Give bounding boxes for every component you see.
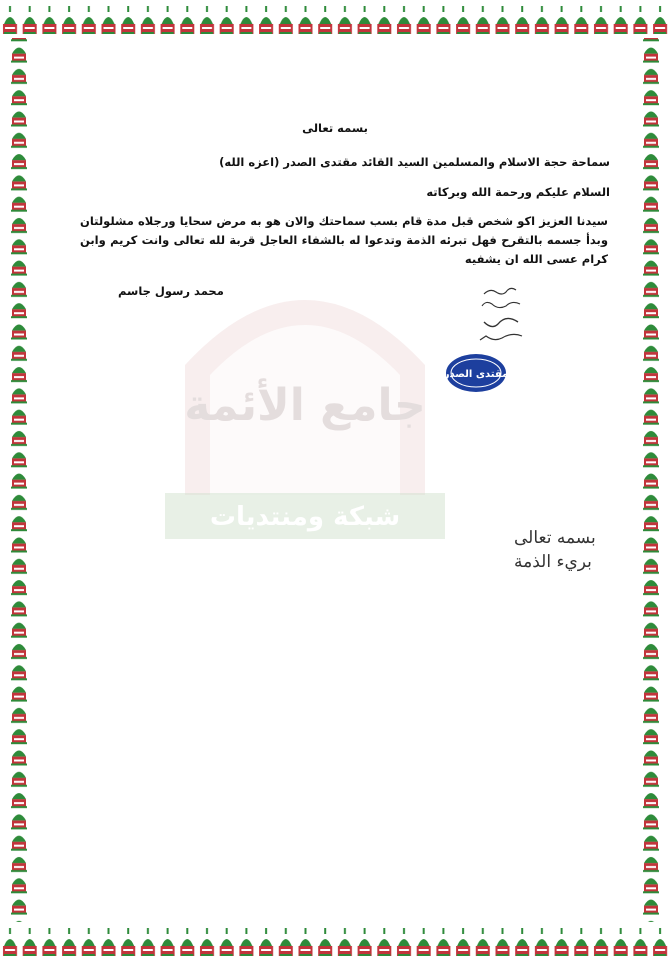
mosque-dome-icon bbox=[632, 0, 670, 960]
letter-greeting: السلام عليكم ورحمة الله وبركاته bbox=[426, 185, 610, 199]
stamp-text: مقتدى الصدر bbox=[444, 369, 508, 380]
letter-paragraph: سيدنا العزيز اكو شخص قبل مدة قام بسب سماحتك والان هو به مرض سحايا ورجلاه مشلولتان وبدأ جسمه بالتقرح فهل تبرئه الذمة وتدعوا له بالشفاء العاجل قربة لله تعالى وانت كريم وابن كرام عسى الله ان يشفيه bbox=[80, 214, 608, 266]
watermark-banner-text: شبكة ومنتديات bbox=[209, 502, 401, 532]
mosque-dome-icon bbox=[0, 0, 38, 960]
seal-stamp-icon bbox=[444, 352, 508, 394]
letter-body bbox=[60, 0, 610, 960]
letter-heading: بسمه تعالى bbox=[302, 121, 368, 135]
decorative-border-right bbox=[632, 0, 670, 960]
letter-addressee: سماحة حجة الاسلام والمسلمين السيد القائد مقتدى الصدر (اعزه الله) bbox=[219, 155, 610, 169]
reply-line-2: بريء الذمة bbox=[514, 552, 592, 572]
decorative-border-left bbox=[0, 0, 38, 960]
handwritten-signature bbox=[476, 284, 524, 346]
reply-line-1: بسمه تعالى bbox=[514, 528, 596, 548]
letter-sender: محمد رسول جاسم bbox=[118, 284, 224, 298]
watermark-main-text: جامع الأئمة bbox=[184, 380, 426, 431]
